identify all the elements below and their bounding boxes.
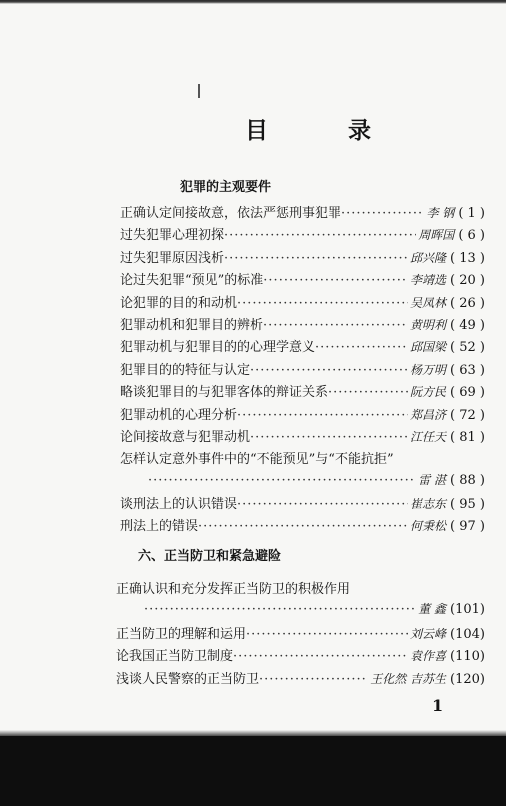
toc-entry xyxy=(116,668,485,690)
toc-entry-page: ( 1 ) xyxy=(458,206,485,221)
toc-entry-page: (110) xyxy=(450,649,485,665)
toc-entry-author: 黄明利 xyxy=(410,317,447,332)
toc-entry-author: 邱兴隆 xyxy=(410,250,447,265)
leader-dots xyxy=(148,473,416,488)
toc-entry xyxy=(120,247,485,269)
leader-dots xyxy=(328,385,408,400)
toc-entry-author: 周晖国 xyxy=(418,228,455,243)
page-number: 1 xyxy=(432,696,444,715)
toc-entry-title: 过失犯罪心理初探 xyxy=(120,228,225,244)
leader-dots xyxy=(233,649,408,664)
toc-entry-page: ( 95 ) xyxy=(450,497,485,513)
toc-entry xyxy=(116,645,485,667)
toc-entry-page: ( 20 ) xyxy=(450,273,485,289)
section-heading: 犯罪的主观要件 xyxy=(180,180,272,195)
leader-dots xyxy=(250,363,408,378)
toc-entry-author: 何秉松 xyxy=(410,519,447,534)
toc-entry-page: (120) xyxy=(450,671,485,687)
toc-entry xyxy=(120,202,485,224)
toc-entry-page: ( 81 ) xyxy=(450,429,485,445)
leader-dots xyxy=(341,206,424,221)
leader-dots xyxy=(315,340,408,355)
toc-entry-author: 雷 湛 xyxy=(418,472,447,487)
toc-entry-author: 袁作喜 xyxy=(410,649,447,664)
toc-entry-page: ( 63 ) xyxy=(450,362,485,378)
toc-entry-author: 王化然 吉苏生 xyxy=(370,671,447,686)
leader-dots xyxy=(263,273,408,288)
toc-entry-continuation xyxy=(120,471,485,493)
page-top-edge xyxy=(0,0,506,4)
toc-entry-title: 正当防卫的理解和运用 xyxy=(116,626,247,642)
toc-entry-title: 正确认识和充分发挥正当防卫的积极作用 xyxy=(116,582,351,597)
toc-entry xyxy=(120,426,485,448)
toc-entry-author: 邱国梁 xyxy=(410,340,447,355)
toc-entry xyxy=(120,515,485,537)
leader-dots xyxy=(144,602,416,617)
leader-dots xyxy=(250,430,408,445)
leader-dots xyxy=(263,318,408,333)
toc-entry-continuation xyxy=(116,600,485,622)
toc-entry-title: 怎样认定意外事件中的“不能预见”与“不能抗拒” xyxy=(120,452,394,468)
leader-dots xyxy=(237,408,408,423)
toc-entry-title: 浅谈人民警察的正当防卫 xyxy=(116,671,260,687)
toc-entry xyxy=(120,336,485,358)
leader-dots xyxy=(224,251,408,266)
leader-dots xyxy=(259,672,368,687)
toc-entry-page: (101) xyxy=(450,602,485,618)
leader-dots xyxy=(237,296,408,311)
toc-entry-page: ( 72 ) xyxy=(450,407,485,423)
toc-entry-author: 李 钢 xyxy=(426,206,455,220)
toc-entry-page: ( 69 ) xyxy=(450,385,485,401)
toc-entry-author: 李靖选 xyxy=(410,273,447,288)
toc-entry xyxy=(116,578,485,600)
toc-entry-title: 犯罪动机和犯罪目的辨析 xyxy=(120,317,264,333)
toc-entry-author: 董 鑫 xyxy=(418,602,447,617)
toc-entry-page: ( 26 ) xyxy=(450,295,485,311)
toc-entry xyxy=(120,314,485,336)
toc-entry xyxy=(116,623,485,645)
toc-entry-title: 论我国正当防卫制度 xyxy=(116,649,234,665)
toc-entry xyxy=(120,359,485,381)
leader-dots xyxy=(198,519,408,534)
toc-entry xyxy=(120,404,485,426)
toc-entry-page: ( 6 ) xyxy=(458,228,485,244)
toc-entry xyxy=(120,224,485,246)
leader-dots xyxy=(237,497,408,512)
toc-entry-page: ( 13 ) xyxy=(450,250,485,266)
toc-entry-author: 吴凤林 xyxy=(410,295,447,310)
leader-dots xyxy=(246,627,408,642)
toc-entry-author: 杨万明 xyxy=(410,362,447,377)
toc-entry-title: 论犯罪的目的和动机 xyxy=(120,295,238,311)
page-title: 目 录 xyxy=(245,117,408,144)
toc-entry-title: 犯罪动机的心理分析 xyxy=(120,407,238,423)
toc-entry xyxy=(120,269,485,291)
toc-entry-title: 过失犯罪原因浅析 xyxy=(120,250,225,266)
part-heading: 六、正当防卫和紧急避险 xyxy=(138,549,282,564)
toc-entry-title: 略谈犯罪目的与犯罪客体的辩证关系 xyxy=(120,385,329,401)
toc-entry-page: ( 52 ) xyxy=(450,340,485,356)
toc-entry-title: 刑法上的错误 xyxy=(120,519,199,535)
toc-entry-page: ( 88 ) xyxy=(450,472,485,488)
toc-entry-page: ( 49 ) xyxy=(450,317,485,333)
toc-entry-author: 阮方民 xyxy=(410,385,447,400)
toc-entry-author: 江任天 xyxy=(410,429,447,444)
scan-bottom-band xyxy=(0,736,506,806)
toc-entry-title: 正确认定间接故意，依法严惩刑事犯罪 xyxy=(120,206,342,221)
toc-entry-page: ( 97 ) xyxy=(450,519,485,535)
toc-entry-title: 犯罪动机与犯罪目的的心理学意义 xyxy=(120,340,316,356)
toc-entry xyxy=(120,292,485,314)
toc-entry-author: 郑昌济 xyxy=(410,407,447,422)
toc-entry-title: 犯罪目的的特征与认定 xyxy=(120,362,251,378)
toc-entry-page: (104) xyxy=(450,626,485,642)
toc-list-part-six xyxy=(116,578,485,690)
toc-entry-title: 论间接故意与犯罪动机 xyxy=(120,429,251,445)
scan-mark xyxy=(198,84,200,98)
toc-entry xyxy=(120,381,485,403)
toc-entry xyxy=(120,448,485,470)
toc-entry-author: 崔志东 xyxy=(410,497,447,512)
toc-entry-title: 谈刑法上的认识错误 xyxy=(120,497,238,513)
toc-entry-title: 论过失犯罪“预见”的标准 xyxy=(120,273,264,289)
toc-entry-author: 刘云峰 xyxy=(410,626,447,641)
toc-list xyxy=(120,202,485,538)
toc-entry xyxy=(120,493,485,515)
leader-dots xyxy=(224,228,416,243)
